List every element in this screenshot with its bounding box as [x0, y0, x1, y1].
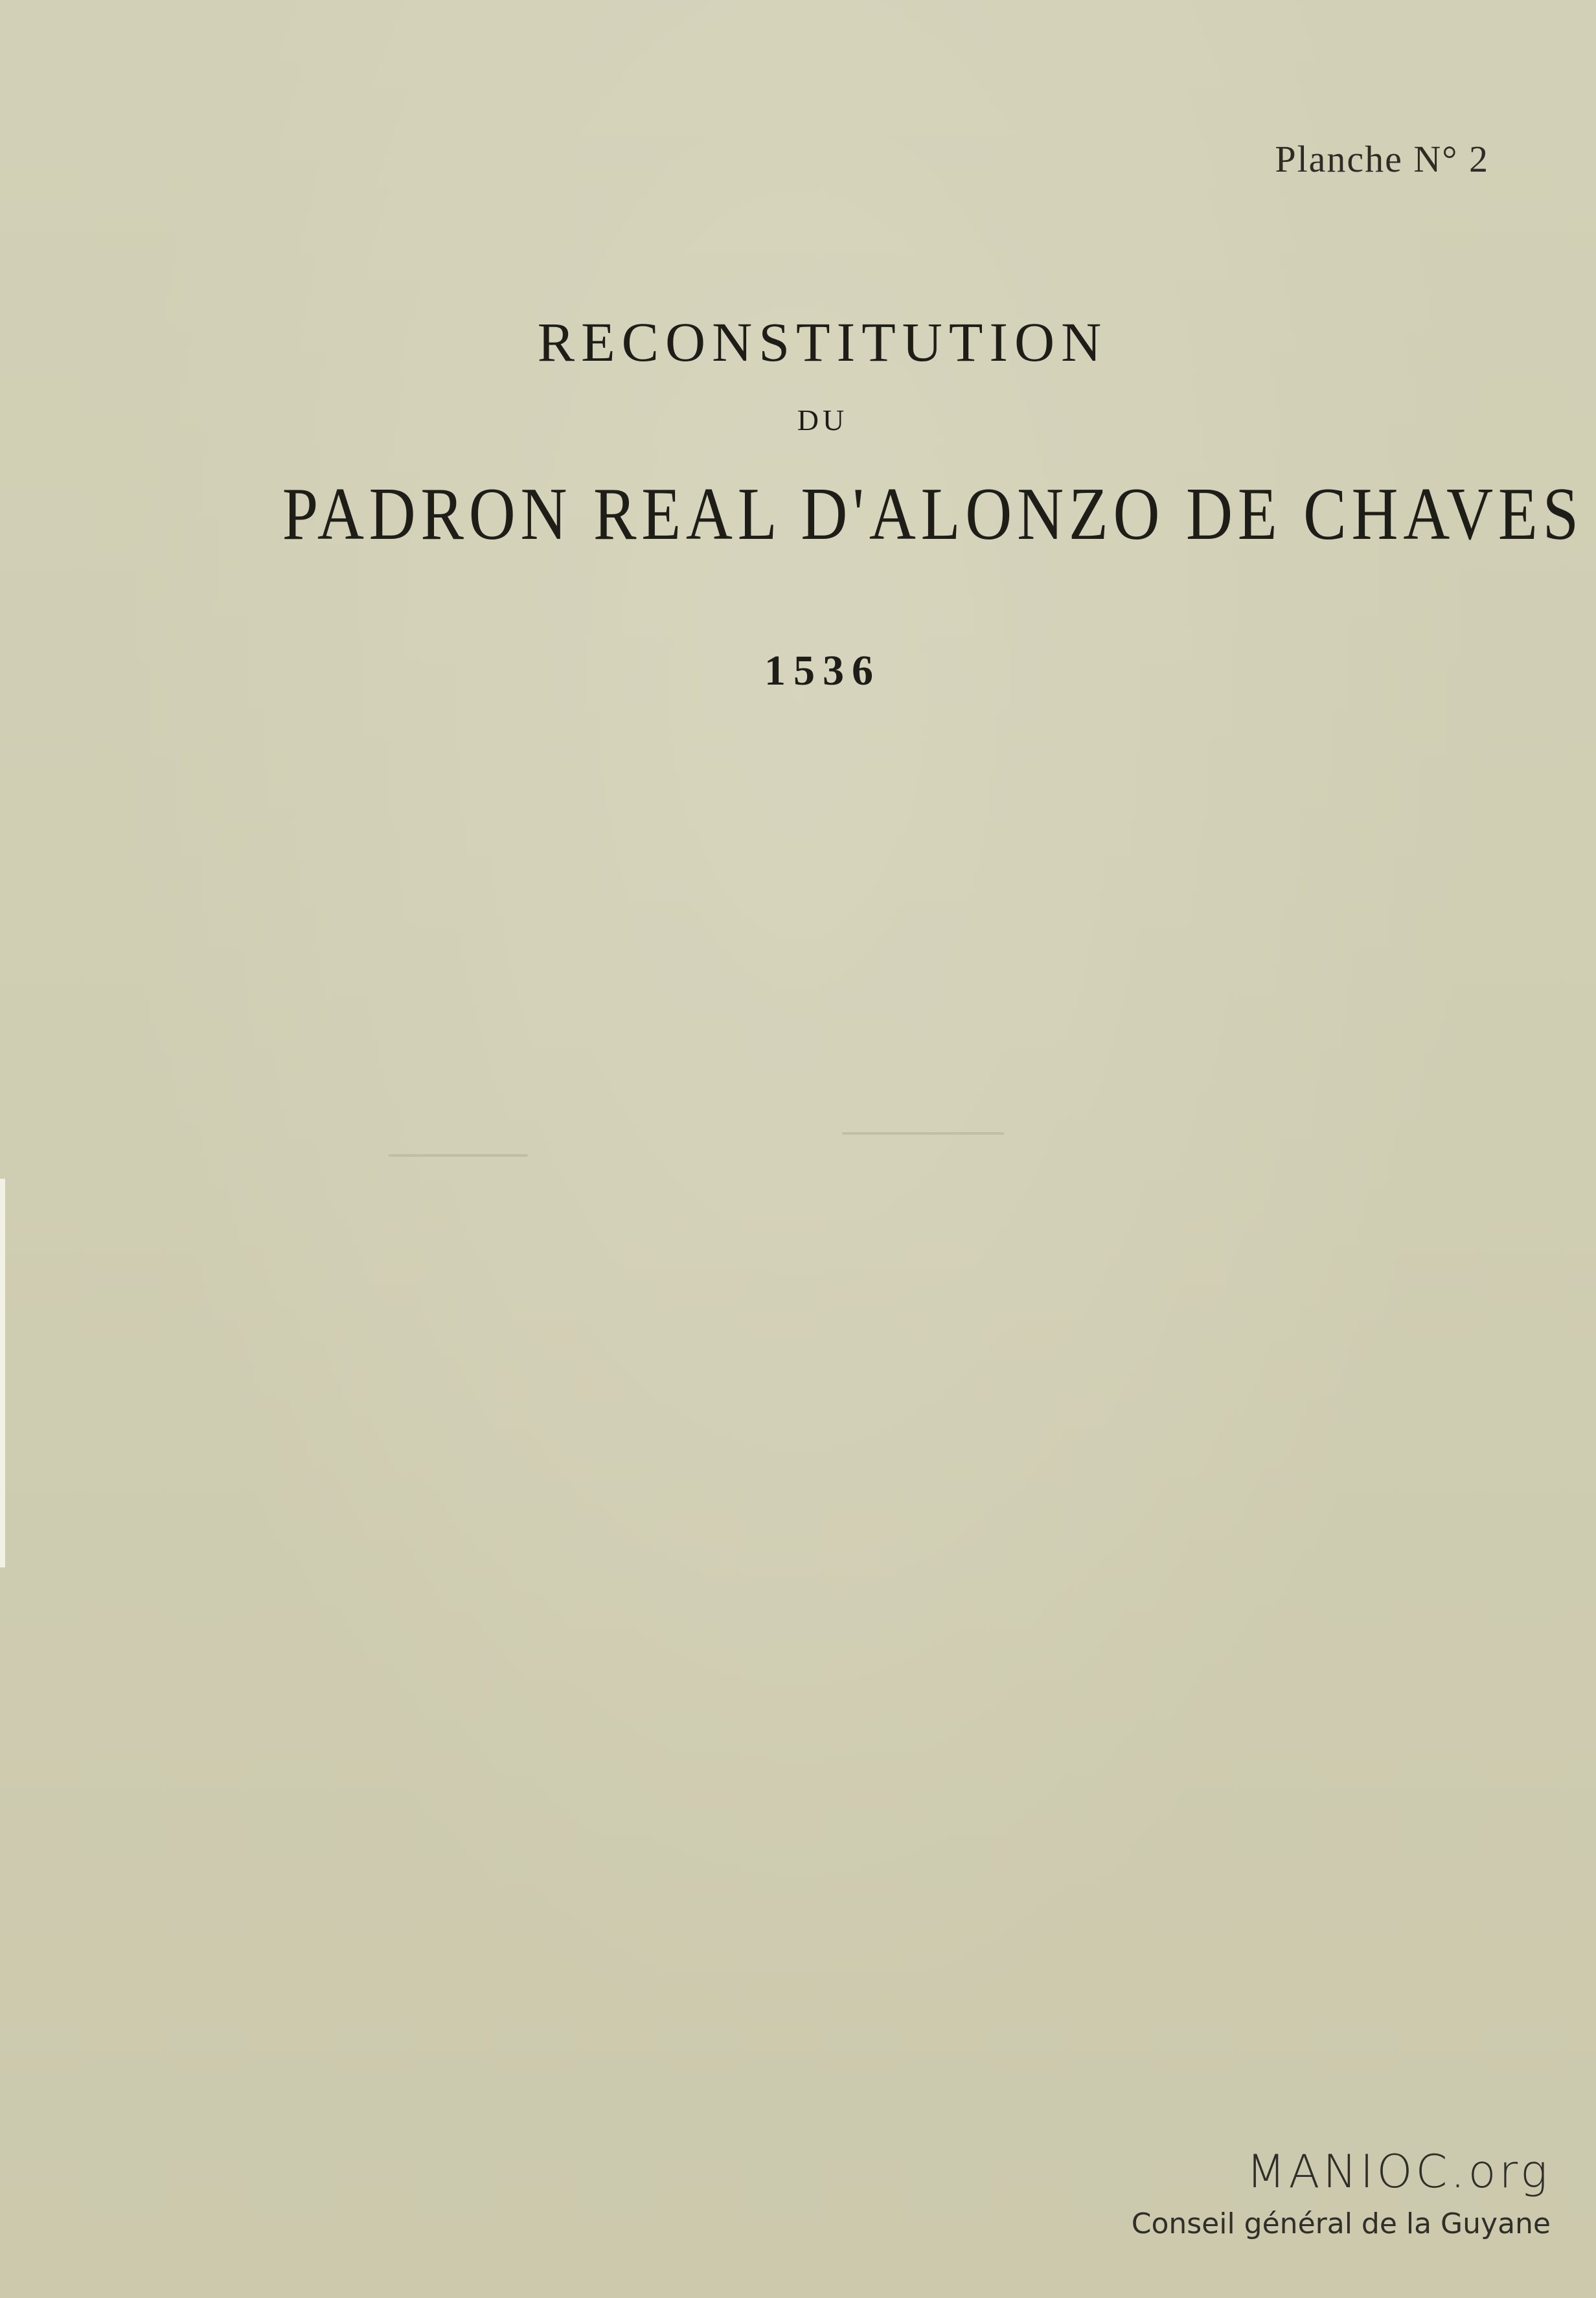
title-year: 1536	[764, 647, 881, 694]
watermark-subtitle: Conseil général de la Guyane	[1131, 2207, 1551, 2240]
title-line-padron-real: PADRON REAL D'ALONZO DE CHAVES	[282, 473, 1584, 556]
manioc-logo: MANIOC.org	[1246, 2145, 1551, 2198]
paper-mark	[389, 1154, 528, 1157]
plate-label: Planche N° 2	[1275, 138, 1489, 180]
title-line-du: DU	[797, 404, 849, 437]
manioc-watermark	[1131, 2145, 1551, 2240]
page-edge-strip	[0, 1179, 5, 1567]
paper-mark	[842, 1132, 1004, 1135]
title-line-reconstitution: RECONSTITUTION	[537, 311, 1108, 373]
